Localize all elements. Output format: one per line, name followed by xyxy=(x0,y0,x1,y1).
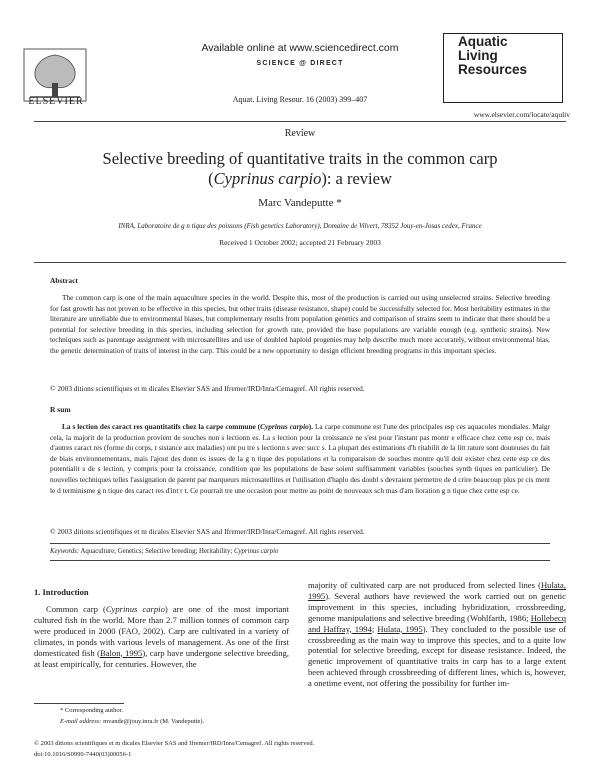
reference-link[interactable]: Hollebecq and Haffray, 1994 xyxy=(308,612,567,634)
intro-species: Cyprinus carpio xyxy=(105,604,165,614)
doi[interactable]: doi:10.1016/S0990-7440(03)00056-1 xyxy=(34,751,132,758)
intro-text: ). Several authors have reviewed the work carried out on genetic improvement in this species, including hybridization, crossbreeding, genome manipulations and selective breeding (Wohlfarth, 1986; xyxy=(308,590,566,623)
title-line1: Selective breeding of quantitative traits in the common carp xyxy=(102,149,498,168)
footnote-divider xyxy=(34,703,124,704)
intro-heading: 1. Introduction xyxy=(34,587,89,597)
resume-title xyxy=(62,422,313,431)
bottom-copyright: © 2003 ditions scientifiques et m dicales Elsevier SAS and Ifremer/IRD/Inra/Cemagref. All rights reserved. xyxy=(34,740,315,747)
resume-body: La carpe commune est l'une des principales esp ces aquacoles mondiales. Malgr cela, la majorit de la production provient de souches non s lectionn es. La s lection pour la croissance ne s'est pour l'instant pas montr e efficace chez cette esp ce, mais d'autres caract res (forme du corps, r sistance aux maladies) ont pu tre s lectionn s avec succ s. La plupart des estimations d'h ritabilit de la litt rature sont douteuses du fait de biais environnementaux, mais l'ajout des donn es issues de la g n tique des populations et la comparaison de souches montre qu'il doit exister chez cette esp ce des potentialit s de s lection, y compris pour la croissance, condition que les populations de base soient suffisamment variables (souches synth tiques en particulier). De nouvelles techniques telles l'assignation de parent par marqueurs microsatellites et l'utilisation d'haplo des doubl s devraient permettre de d crire beaucoup plus pr cis ment le d terminisme g n tique des caract res d'int r t. Ce pourrait tre une occasion pour mettre au point de nouveaux sch mas d'am lioration g n tique chez cette esp ce. xyxy=(50,422,550,495)
resume-title-end: ). xyxy=(308,422,314,431)
keywords-divider xyxy=(50,543,550,544)
email-label: E-mail address: xyxy=(60,718,102,725)
resume-title-part: La s lection des caract res quantitatifs chez la carpe commune ( xyxy=(62,422,261,431)
resume-copyright: © 2003 ditions scientifiques et m dicales Elsevier SAS and Ifremer/IRD/Inra/Cemagref. All rights reserved. xyxy=(50,527,365,536)
article-type: Review xyxy=(284,128,316,139)
intro-text: ), carp have undergone selective breeding, at least empirically, for centuries. However, the xyxy=(34,647,290,669)
keywords-label: Keywords: xyxy=(50,548,80,555)
keywords-list: Aquaculture; Genetics; Selective breeding; Heritability; xyxy=(79,548,234,555)
intro-text: ). They concluded to the possible use of crossbreeding as the main way to improve this species, and to a quite low potential for selective breeding, except for disease resistance. Indeed, the genetic improvement of quantitative traits in carp has to a large extent been achieved through crossbreeding of different lines, which is, however, a onetime event, not offering the possibility for further im- xyxy=(308,623,566,689)
reference-link[interactable]: Hulata, 1995 xyxy=(377,623,423,634)
received-dates: Received 1 October 2002; accepted 21 February 2003 xyxy=(219,238,381,247)
publisher-logo-text: ELSEVIER xyxy=(28,96,84,107)
journal-brand-line: Resources xyxy=(458,62,528,77)
intro-text: ) are one of the most important cultured fish in the world. More than 2.7 million tonnes of common carp were produced in 2000 (FAO, 2002). Carp are cultivated in a variety of climates, in ponds with various levels of management. As one of the first domesticated fish ( xyxy=(34,604,289,658)
affiliation: INRA, Laboratoire de g n tique des poissons (Fish genetics Laboratory), Domaine de Vilvert, 78352 Jouy-en-Josas cedex, France xyxy=(118,222,482,230)
title-species: Cyprinus carpio xyxy=(213,169,322,188)
corresponding-author: * Corresponding author. xyxy=(60,707,124,714)
abstract-top-divider xyxy=(34,262,566,263)
resume-title-species: Cyprinus carpio xyxy=(260,422,309,431)
intro-text: Common carp ( xyxy=(46,604,106,614)
keywords xyxy=(50,548,550,555)
journal-citation: Aquat. Living Resour. 16 (2003) 399–407 xyxy=(232,95,368,104)
intro-text: majority of cultivated carp are not produced from selected lines ( xyxy=(308,580,541,590)
journal-url: www.elsevier.com/locate/aquliv xyxy=(473,110,570,119)
intro-left-column xyxy=(34,604,289,669)
abstract-text: The common carp is one of the main aquaculture species in the world. Despite this, most of the production is carried out using unselected strains. Selective breeding for fast growth has not proven to be effective in this species, but other traits (disease resistance, shape) could be successfully selected for. Most heritability estimates in the literature are unreliable due to environmental biases, but complementary results from population genetics and comparison of strains seem to indicate that there should be a potential for selective breeding in this species, including selection for growth rate, provided the base populations are variable enough (e.g. synthetic strains). New techniques such as parentage assignment with microsatellites and use of doubled haploid progenies may help describe much more accurately, without environmental bias, the genetic determination of traits of interest in the carp. This could be a new opportunity to design efficient breeding programs in this important species. xyxy=(50,293,550,355)
journal-brand-line: Aquatic xyxy=(458,34,508,49)
keywords-bottom-divider xyxy=(50,560,550,561)
keywords-species: Cyprinus carpio xyxy=(233,548,279,555)
journal-brand xyxy=(458,35,527,77)
abstract-copyright: © 2003 ditions scientifiques et m dicales Elsevier SAS and Ifremer/IRD/Inra/Cemagref. All rights reserved. xyxy=(50,384,365,393)
reference-link[interactable]: Balon, 1995 xyxy=(100,647,143,658)
intro-text: ; xyxy=(371,623,378,634)
abstract-heading: Abstract xyxy=(50,276,78,285)
email-address[interactable]: mvande@jouy.inra.fr (M. Vandeputte). xyxy=(101,718,205,725)
email-line xyxy=(60,718,204,725)
sciencedirect-logo: SCIENCE @ DIRECT xyxy=(256,60,344,67)
article-title: Selective breeding of quantitative traits in the common carp (Cyprinus carpio): a review xyxy=(102,149,498,188)
available-online: Available online at www.sciencedirect.com xyxy=(201,42,399,54)
journal-brand-line: Living xyxy=(458,48,498,63)
resume-heading: R sum xyxy=(50,405,71,414)
resume-text xyxy=(50,422,550,496)
header-divider xyxy=(34,121,566,122)
intro-right-column xyxy=(308,580,566,689)
title-rest: ): a review xyxy=(321,169,392,188)
author: Marc Vandeputte * xyxy=(258,197,342,209)
reference-link[interactable]: Hulata, 1995 xyxy=(308,580,566,601)
